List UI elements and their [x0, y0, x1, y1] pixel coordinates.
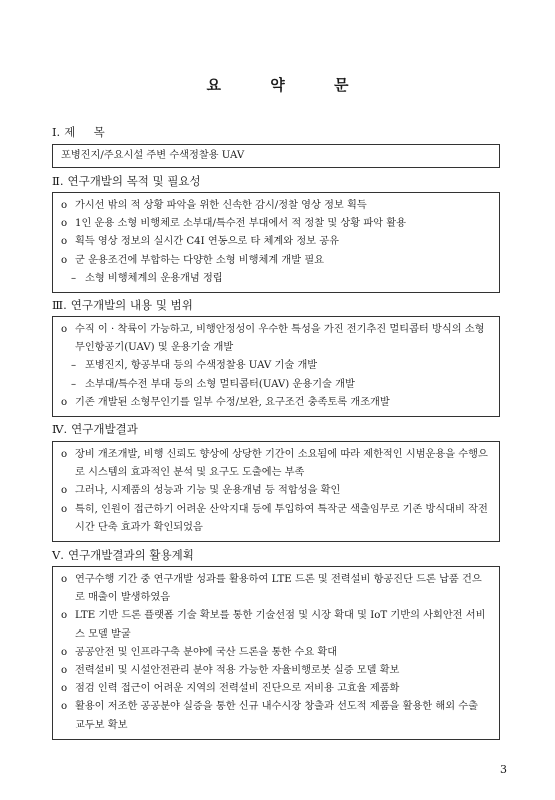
list-item: o 특히, 인원이 접근하기 어려운 산악지대 등에 투입하여 특작군 색출임무로 기존 방식대비 작전시간 단축 효과가 확인되었음	[61, 503, 488, 533]
list-item: o 군 운용조건에 부합하는 다양한 소형 비행체계 개발 필요	[61, 254, 325, 266]
list-item: o 획득 영상 정보의 실시간 C4I 연동으로 타 체계와 정보 공유	[61, 236, 339, 248]
page-number: 3	[500, 763, 507, 776]
section-number: Ⅳ.	[52, 422, 68, 436]
list-item: o 1인 운용 소형 비행체로 소부대/특수전 부대에서 적 정찰 및 상황 파악 활용	[61, 218, 406, 230]
list-item: o 공공안전 및 인프라구축 분야에 국산 드론을 통한 수요 확대	[61, 646, 338, 658]
section-4-box	[52, 441, 500, 542]
section-4-heading	[52, 421, 138, 437]
list-item: o 전력설비 및 시설안전관리 분야 적용 가능한 자율비행로봇 실증 모델 확보	[61, 665, 400, 677]
list-item: o 점검 인력 접근이 어려운 지역의 전력설비 진단으로 저비용 고효율 제품화	[61, 683, 400, 695]
list-item: o 장비 개조개발, 비행 신뢰도 향상에 상당한 기간이 소요됨에 따라 제한적인 시범운용을 수행으로 시스템의 효과적인 분석 및 요구도 도출에는 부족	[61, 449, 488, 479]
section-2-heading	[52, 173, 201, 189]
list-item: o 활용이 저조한 공공분야 실증을 통한 신규 내수시장 창출과 선도적 제품을 활용한 해외 수출 교두보 확보	[61, 701, 478, 731]
section-number: Ⅱ.	[52, 174, 64, 188]
section-title: 연구개발결과	[71, 422, 138, 436]
list-item: o 기존 개발된 소형무인기를 일부 수정/보완, 요구조건 충족토록 개조개발	[61, 396, 390, 408]
list-item: o 가시선 밖의 적 상황 파악을 위한 신속한 감시/정찰 영상 정보 획득	[61, 200, 367, 211]
section-title: 제 목	[64, 125, 105, 139]
section-1-heading	[52, 124, 105, 140]
section-title: 연구개발의 목적 및 필요성	[67, 174, 201, 188]
section-number: Ⅲ.	[52, 298, 67, 312]
project-title: 포병진지/주요시설 주변 수색정찰용 UAV	[61, 150, 245, 161]
section-title: 연구개발의 내용 및 범위	[70, 298, 193, 312]
section-title: 연구개발결과의 활용계획	[67, 548, 194, 562]
section-1-box	[52, 144, 500, 168]
section-3-box	[52, 316, 500, 417]
section-5-box	[52, 566, 500, 740]
list-item: o 연구수행 기간 중 연구개발 성과를 활용하여 LTE 드론 및 전력설비 항공진단 드론 납품 건으로 매출이 발생하였음	[61, 574, 482, 604]
list-item: o 수직 이 · 착륙이 가능하고, 비행안정성이 우수한 특성을 가진 전기추진 멀티콥터 방식의 소형 무인항공기(UAV) 및 운용기술 개발	[61, 324, 485, 354]
sub-list-item: – 포병진지, 항공부대 등의 수색정찰용 UAV 기술 개발	[71, 360, 318, 372]
sub-list-item: – 소부대/특수전 부대 등의 소형 멀티콥터(UAV) 운용기술 개발	[71, 378, 355, 390]
section-number: Ⅰ.	[52, 125, 61, 139]
list-item: o 그러나, 시제품의 성능과 기능 및 운용개념 등 적합성을 확인	[61, 485, 341, 497]
section-2-box	[52, 192, 500, 293]
section-5-heading	[52, 547, 194, 563]
section-number: Ⅴ.	[52, 548, 64, 562]
page-title: 요 약 문	[206, 76, 371, 94]
list-item: o LTE 기반 드론 플랫폼 기술 확보를 통한 기술선점 및 시장 확대 및 IoT 기반의 사회안전 서비스 모델 발굴	[61, 610, 486, 640]
section-3-heading	[52, 297, 193, 313]
sub-list-item: – 소형 비행체계의 운용개념 정립	[71, 272, 223, 284]
